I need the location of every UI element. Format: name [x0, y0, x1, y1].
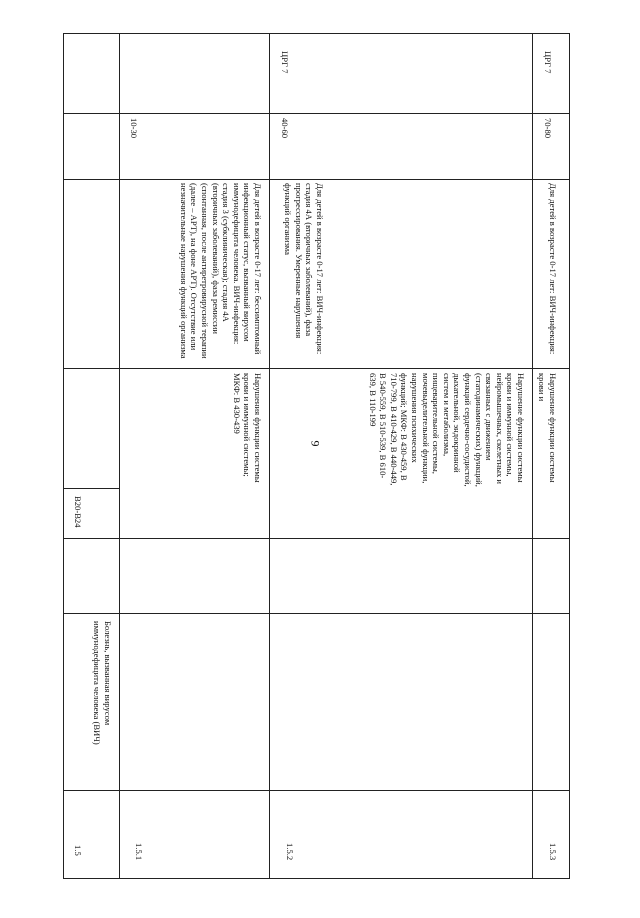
- percent-range: 40-60: [280, 118, 290, 139]
- impairment-text: Нарушения функции системы крови и иммунной системы; МКФ: B 430-439: [231, 373, 263, 483]
- table-border-right: [63, 33, 570, 34]
- reference-group: ЦРГ 7: [543, 51, 553, 74]
- criteria-text: Для детей в возрасте 0-17 лет: ВИЧ-инфекция:: [548, 183, 558, 355]
- mkb-code: B20-B24: [73, 496, 83, 528]
- row-separator: [532, 33, 533, 879]
- percent-range: 70-80: [543, 118, 553, 139]
- disease-name: Болезнь, вызванная вирусом иммунодефицита человека (ВИЧ): [92, 621, 113, 745]
- column-separator: [63, 368, 570, 369]
- column-separator: [63, 538, 570, 539]
- column-separator: [63, 113, 570, 114]
- column-separator-partial: [63, 488, 120, 489]
- impairment-text: Нарушение функции системы крови и: [537, 373, 558, 483]
- criteria-text: Для детей в возрасте 0-17 лет: ВИЧ-инфекция: стадия 4А (вторичных заболеваний), фаза прогрессирования. Умеренные нарушения функций организма: [283, 183, 325, 355]
- table-border-bottom: [569, 33, 570, 879]
- column-separator: [63, 613, 570, 614]
- page-number: 9: [308, 440, 323, 447]
- column-separator: [63, 790, 570, 791]
- percent-range: 10-30: [129, 118, 139, 139]
- row-code: 1.5.1: [134, 843, 144, 861]
- row-separator: [119, 33, 120, 879]
- row-code: 1.5.2: [285, 843, 295, 861]
- table-border-top: [63, 33, 64, 879]
- column-separator: [63, 179, 570, 180]
- row-separator: [269, 33, 270, 879]
- row-code: 1.5.3: [548, 843, 558, 861]
- row-code: 1.5: [73, 845, 83, 856]
- table-border-left: [63, 878, 570, 879]
- rotated-table: [63, 33, 570, 879]
- impairment-text: Нарушение функции системы крови и иммунной системы, нейромышечных, скелетных и связанных с движением (статодинамических) функций, функций сердечно-сосудистой, дыхательной, эндокринной систем и метаболизма, пищеварительной системы, мочевыделительной функции, нарушения психических функций; МКФ: B 430-459, B 710-799, B 410-429, B 440-449, B 540-559, B 510-539, B 610-639, B 110-199: [367, 373, 526, 487]
- criteria-text: Для детей в возрасте 0-17 лет: бессимптомный инфекционный статус, вызванный вирусом иммунодефицита человека. ВИЧ-инфекция: стадия 3 (субклиническая); стадия 4А (вторичных заболеваний), фаза ремиссии (спонтанная, после антиретровирусной терапии (далее – АРТ), на фоне АРТ). Отсутствие или незначительные нарушения функций организма: [178, 183, 263, 359]
- reference-group: ЦРГ 7: [280, 51, 290, 74]
